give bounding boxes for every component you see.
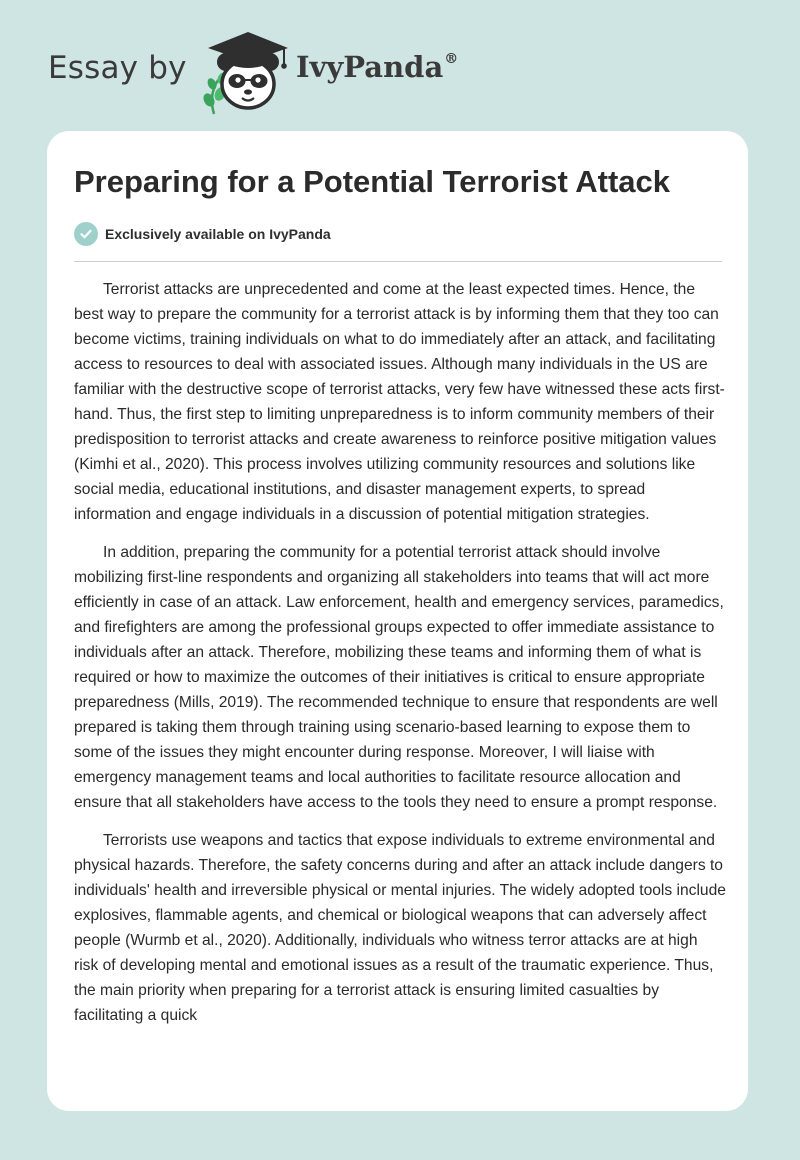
essay-card [47, 131, 748, 1111]
panda-graduate-icon[interactable] [200, 28, 294, 116]
brand-prefix: Essay by [48, 50, 187, 86]
essay-body [74, 277, 726, 1041]
paragraph: Terrorists use weapons and tactics that expose individuals to extreme environmental and physical hazards. Therefore, the safety concerns during and after an attack include dangers to individuals' health and irreversible physical or mental injuries. The widely adopted tools include explosives, flammable agents, and chemical or biological weapons that can adversely affect people (Wurmb et al., 2020). Additionally, individuals who witness terror attacks are at high risk of developing mental and emotional issues as a result of the traumatic experience. Thus, the main priority when preparing for a terrorist attack is ensuring limited casualties by facilitating a quick [74, 832, 726, 1024]
site-header [0, 0, 800, 130]
exclusive-badge-text: Exclusively available on IvyPanda [105, 226, 331, 242]
brand-name[interactable] [296, 50, 458, 84]
paragraph: In addition, preparing the community for a potential terrorist attack should involve mobilizing first-line respondents and organizing all stakeholders into teams that will act more efficiently in case of an attack. Law enforcement, health and emergency services, paramedics, and firefighters are among the professional groups expected to offer immediate assistance to individuals after an attack. Therefore, mobilizing these teams and informing them of what is required or how to maximize the outcomes of their initiatives is critical to ensure appropriate preparedness (Mills, 2019). The recommended technique to ensure that respondents are well prepared is taking them through training using scenario-based learning to expose them to some of the issues they might encounter during response. Moreover, I will liaise with emergency management teams and local authorities to facilitate resource allocation and ensure that all stakeholders have access to the tools they need to ensure a prompt response. [74, 544, 724, 811]
paragraph: Terrorist attacks are unprecedented and come at the least expected times. Hence, the best way to prepare the community for a terrorist attack is by informing them that they too can become victims, training individuals on what to do immediately after an attack, and facilitating access to resources to deal with associated issues. Although many individuals in the US are familiar with the destructive scope of terrorist attacks, very few have witnessed these acts first-hand. Thus, the first step to limiting unpreparedness is to inform community members of their predisposition to terrorist attacks and create awareness to reinforce positive mitigation values (Kimhi et al., 2020). This process involves utilizing community resources and solutions like social media, educational institutions, and disaster management experts, to spread information and engage individuals in a discussion of potential mitigation strategies. [74, 281, 725, 523]
brand-name-text: IvyPanda [296, 50, 444, 84]
page-title: Preparing for a Potential Terrorist Attack [74, 164, 671, 199]
check-circle-icon [74, 222, 98, 246]
exclusive-badge [74, 222, 331, 246]
divider [74, 261, 722, 262]
trademark-symbol: ® [444, 51, 459, 67]
